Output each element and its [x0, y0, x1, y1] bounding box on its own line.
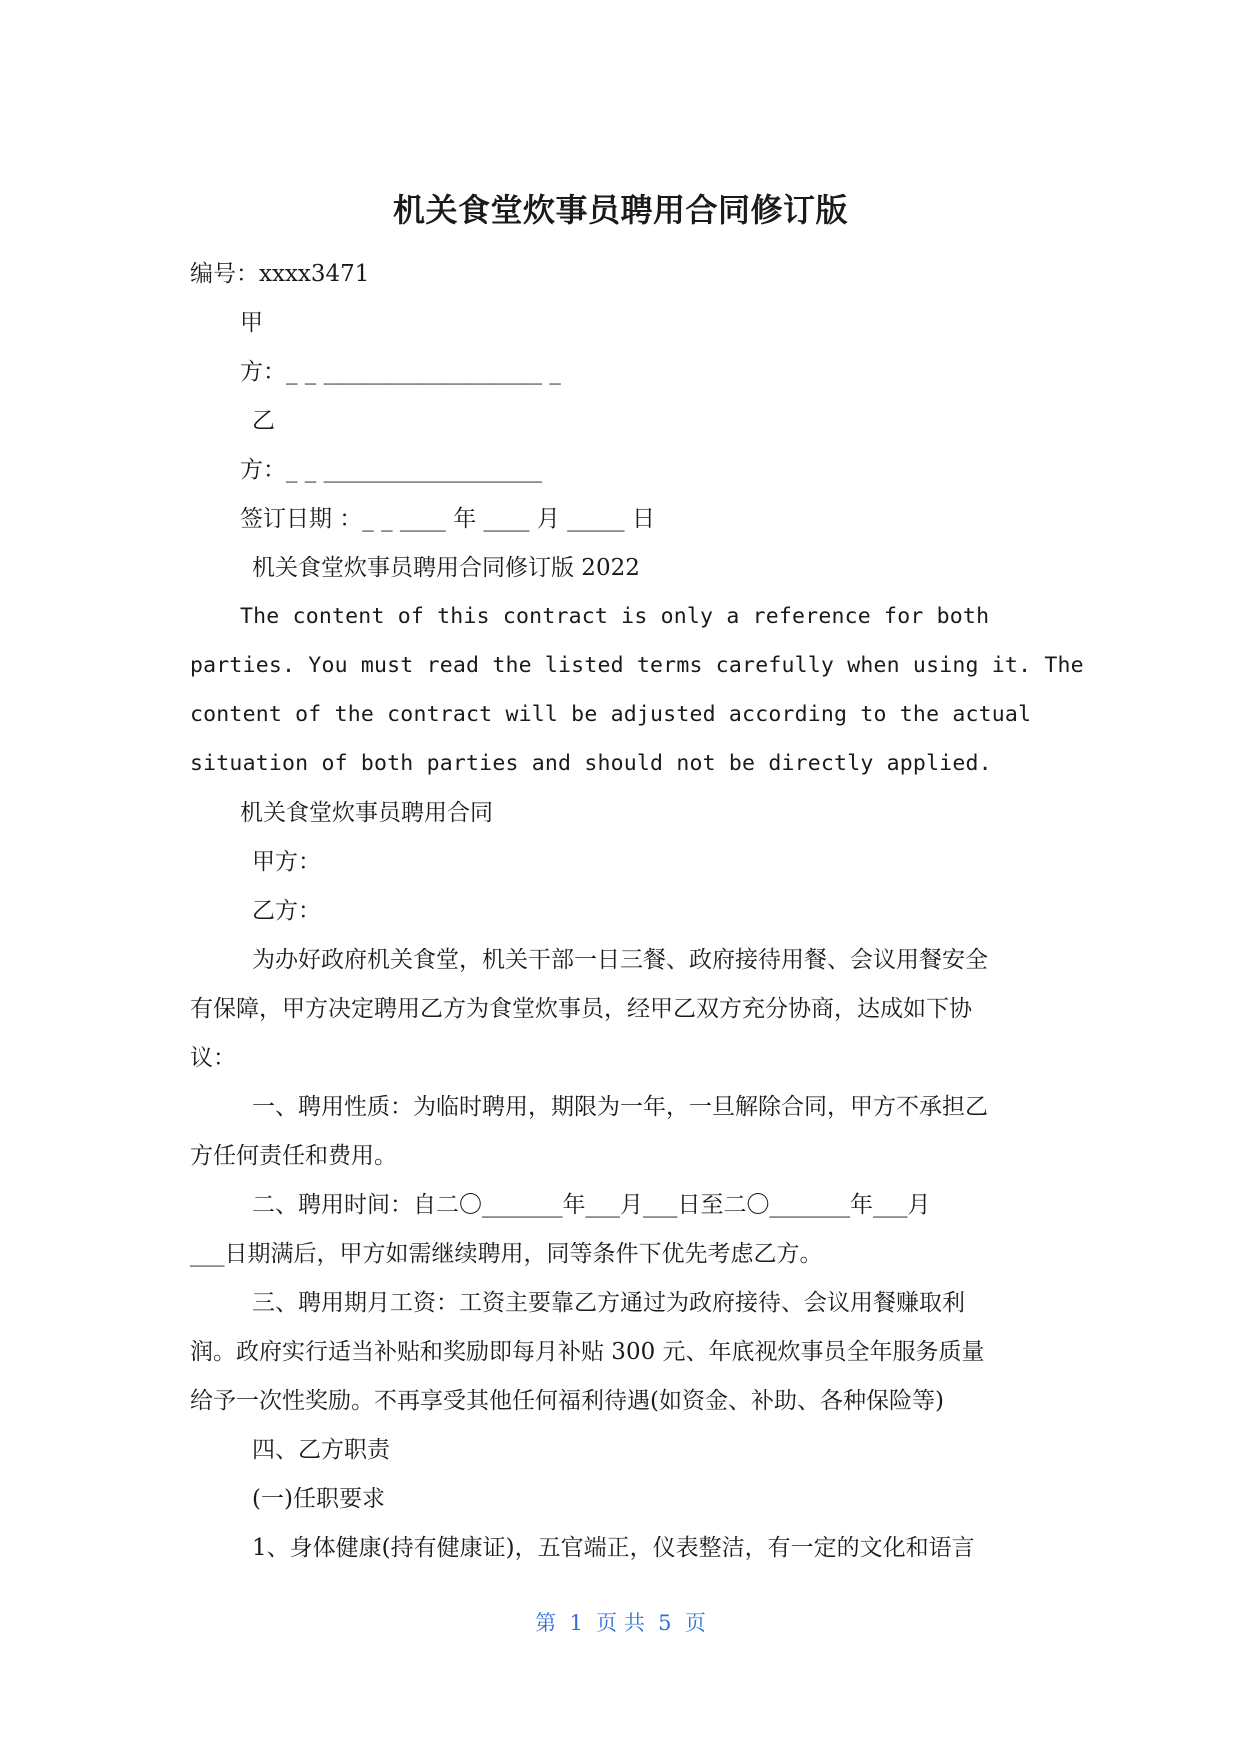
party-a-field: 甲方： — [252, 849, 321, 875]
body-line: 为办好政府机关食堂，机关干部一日三餐、政府接待用餐、会议用餐安全 — [252, 947, 988, 973]
requirement-line: 1、身体健康(持有健康证)，五官端正，仪表整洁，有一定的文化和语言 — [252, 1535, 975, 1561]
contract-number: 编号：xxxx3471 — [190, 261, 370, 287]
subclause-heading: (一)任职要求 — [252, 1486, 385, 1512]
disclaimer-line: situation of both parties and should not be directly applied. — [190, 751, 992, 776]
clause-1-line: 方任何责任和费用。 — [190, 1143, 397, 1169]
party-b-field: 乙方： — [252, 898, 321, 924]
page-footer: 第 1 页 共 5 页 — [535, 1611, 706, 1635]
sign-date-line: 签订日期 ：_ _ ____ 年 ____ 月 _____ 日 — [240, 506, 655, 532]
party-b-line: 方：_ _ ___________________ — [240, 457, 543, 483]
clause-3-line: 润。政府实行适当补贴和奖励即每月补贴 300 元、年底视炊事员全年服务质量 — [190, 1339, 985, 1365]
clause-3-line: 三、聘用期月工资：工资主要靠乙方通过为政府接待、会议用餐赚取利 — [252, 1290, 965, 1316]
clause-2-line: 二、聘用时间：自二〇_______年___月___日至二〇_______年___月 — [252, 1192, 931, 1218]
subtitle-line: 机关食堂炊事员聘用合同修订版 2022 — [252, 555, 640, 581]
clause-2-line: ___日期满后，甲方如需继续聘用，同等条件下优先考虑乙方。 — [190, 1241, 823, 1267]
party-b-label: 乙 — [252, 408, 275, 434]
clause-4-heading: 四、乙方职责 — [252, 1437, 390, 1463]
body-line: 议： — [190, 1045, 236, 1071]
clause-3-line: 给予一次性奖励。不再享受其他任何福利待遇(如资金、补助、各种保险等) — [190, 1388, 944, 1414]
disclaimer-line: content of the contract will be adjusted according to the actual — [190, 702, 1032, 727]
body-line: 有保障，甲方决定聘用乙方为食堂炊事员，经甲乙双方充分协商，达成如下协 — [190, 996, 972, 1022]
disclaimer-line: The content of this contract is only a reference for both — [240, 604, 990, 629]
contract-heading: 机关食堂炊事员聘用合同 — [240, 800, 493, 826]
party-a-label: 甲 — [240, 310, 263, 336]
clause-1-line: 一、聘用性质：为临时聘用，期限为一年，一旦解除合同，甲方不承担乙 — [252, 1094, 988, 1120]
document-title: 机关食堂炊事员聘用合同修订版 — [392, 191, 848, 229]
disclaimer-line: parties. You must read the listed terms carefully when using it. The — [190, 653, 1084, 678]
party-a-line: 方：_ _ ___________________ _ — [240, 359, 561, 385]
